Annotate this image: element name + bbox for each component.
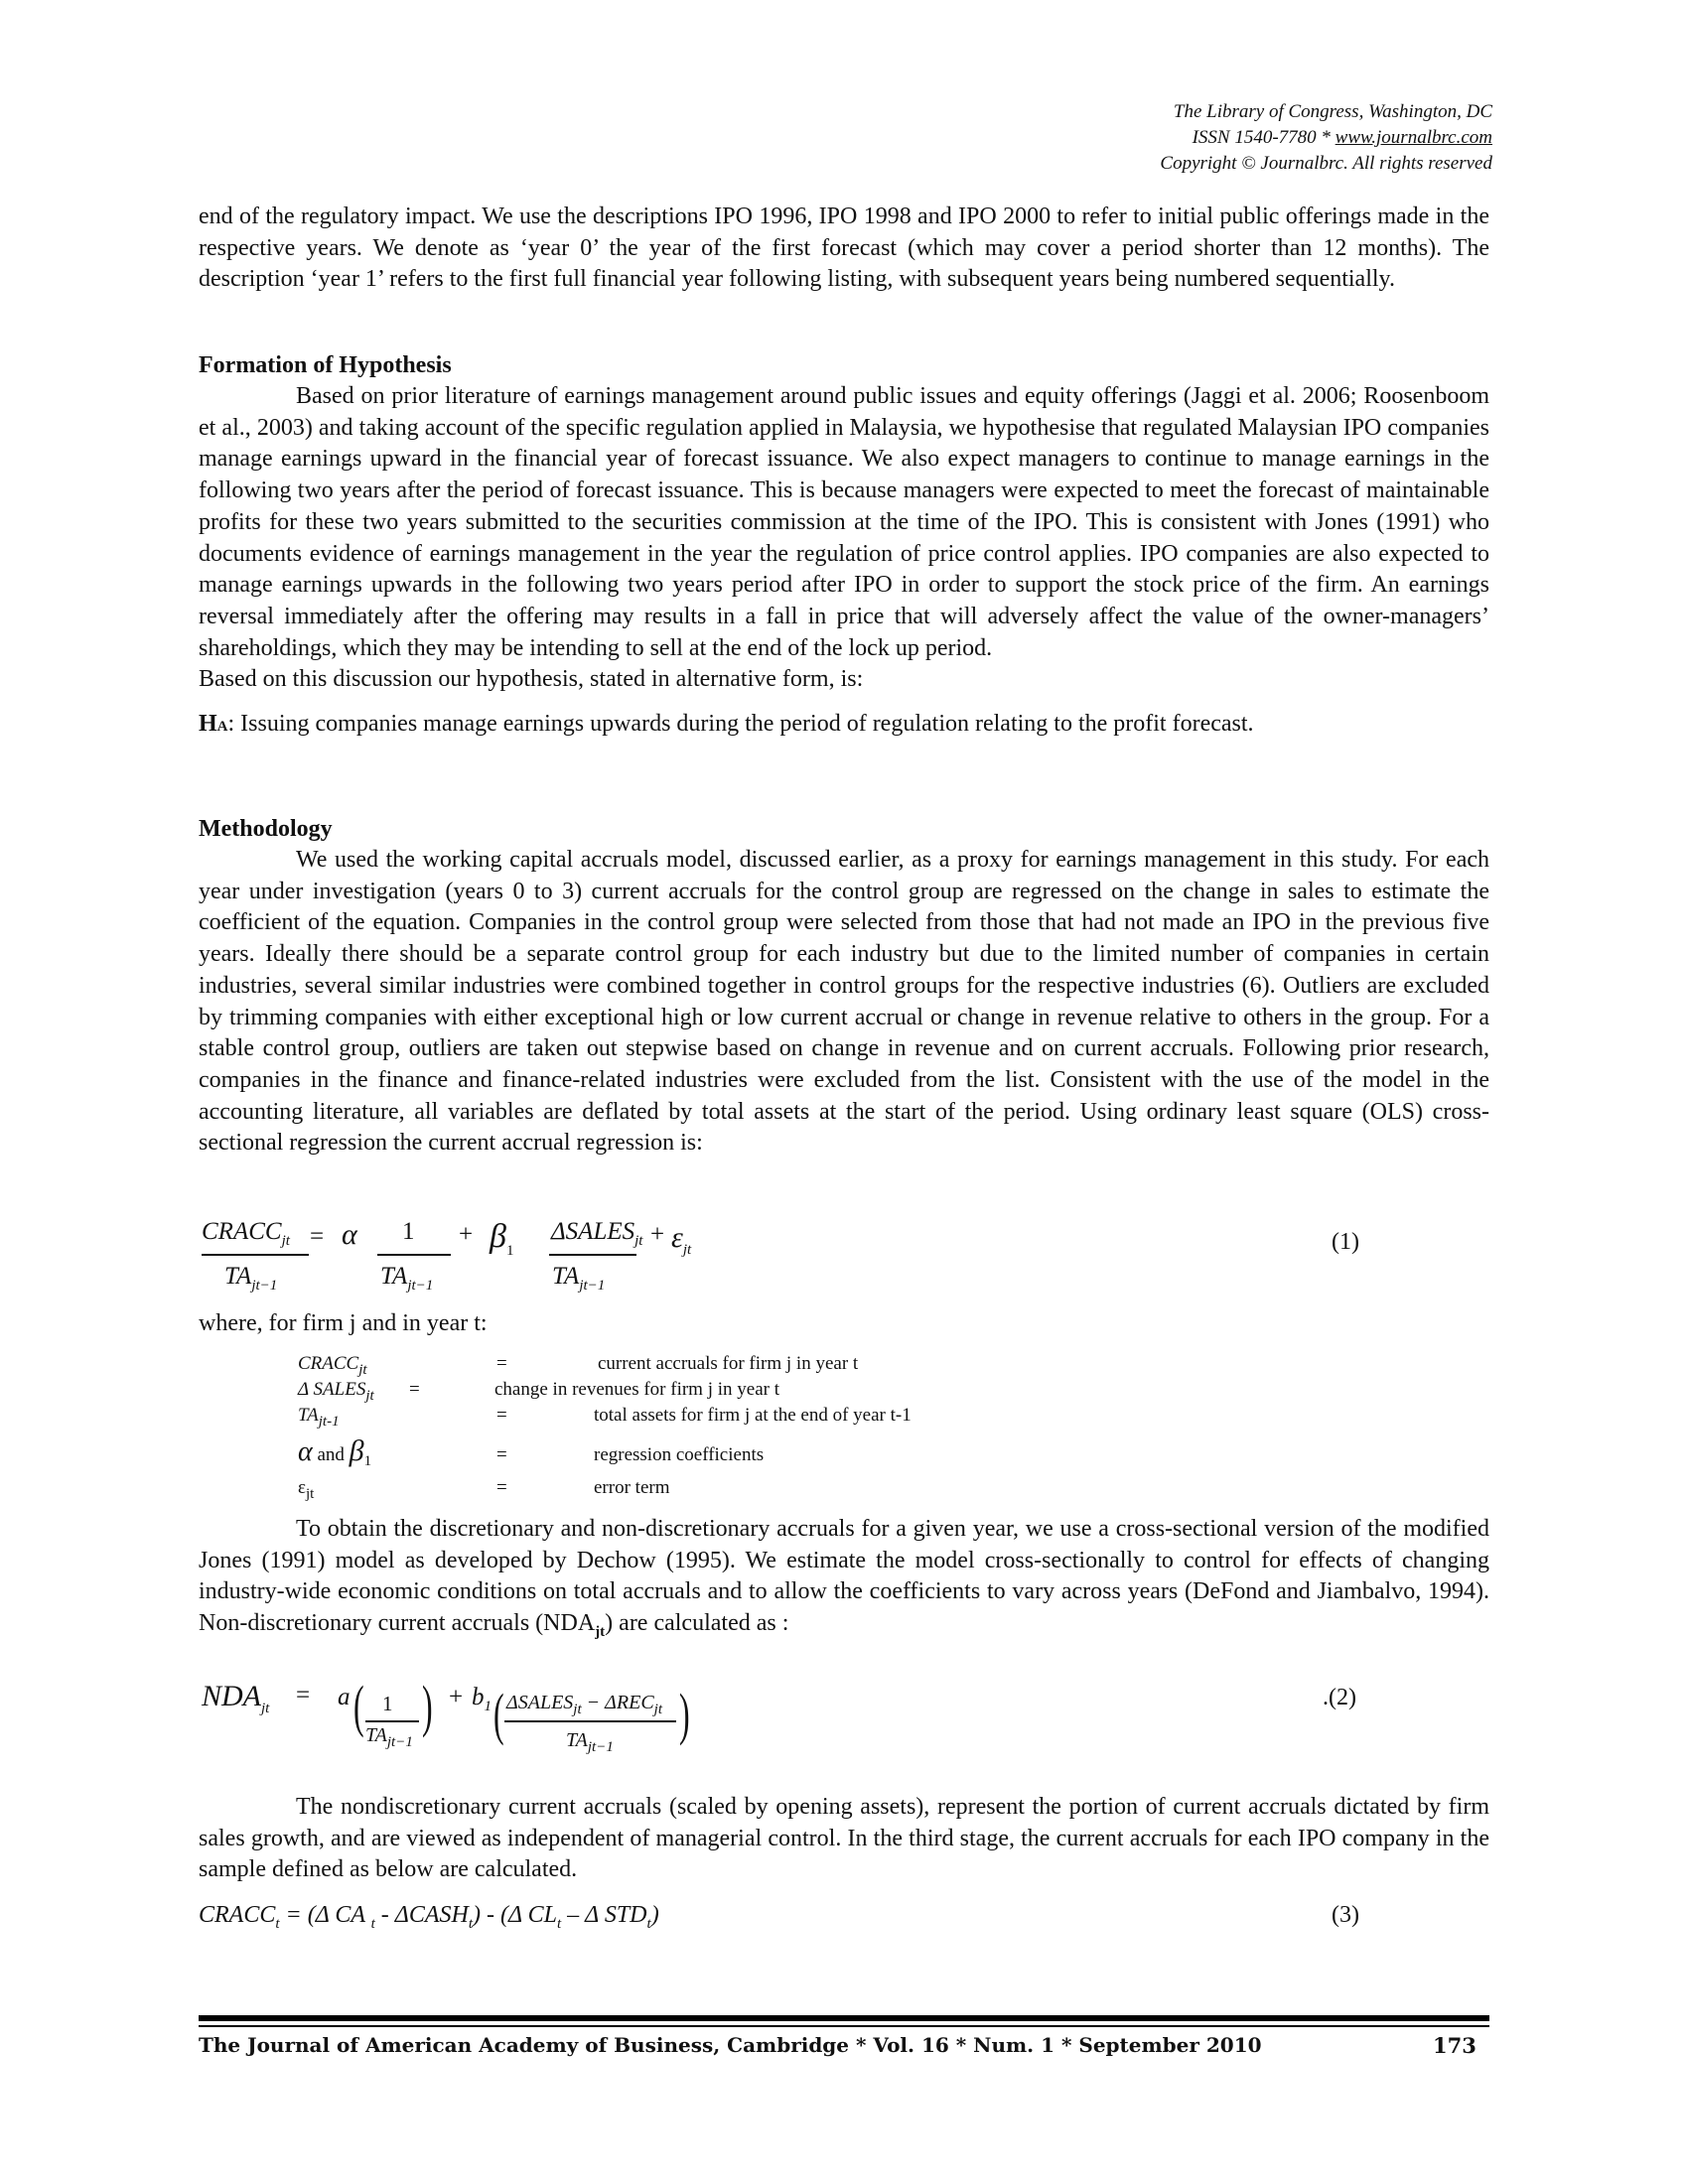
eq2-denominator-1: $TA_{jt-1}$: [365, 1724, 413, 1750]
eq2-a: a: [338, 1684, 351, 1710]
journal-header: [1160, 99, 1492, 177]
section-methodology: [199, 814, 1489, 1160]
intro-paragraph: [199, 202, 1489, 296]
eq1-fraction-bar-2: [377, 1254, 451, 1256]
eq2-plus: +: [449, 1684, 464, 1710]
eq1-number: (1): [1332, 1229, 1359, 1255]
eq1-lhs-numerator: $CRACC_{jt}$: [202, 1218, 290, 1249]
nondisc-paragraph: [199, 1792, 1489, 1886]
nda-text: To obtain the discretionary and non-discretionary accruals for a given year, we use a cross-sectional version of the modified Jones (1991) model as developed by Dechow (1995). We estimate the model cross-sectionally to control for effects of changing industry-wide economic conditions on total accruals and to allow the coefficients to vary across years (DeFond and Jiambalvo, 1994). Non-discretionary current accruals $(NDA_{jt})$ are calculated as :: [199, 1516, 1489, 1640]
footer-rule-thin: [199, 2025, 1489, 2027]
eq2-paren-open-2: (: [493, 1682, 504, 1746]
eq2-paren-close-2: ): [679, 1682, 690, 1746]
hypothesis-label: H: [199, 711, 217, 738]
eq2-one: 1: [382, 1692, 393, 1715]
eq2-b: $b_1$: [472, 1684, 492, 1714]
footer-rule-thick: [199, 2015, 1489, 2021]
intro-text: end of the regulatory impact. We use the descriptions IPO 1996, IPO 1998 and IPO 2000 to refer to initial public offerings made in the respective years. We denote as ‘year 0’ the year of the first forecast (which may cover a period shorter than 12 months). The description ‘year 1’ refers to the first full financial year following listing, with subsequent years being numbered sequentially.: [199, 204, 1489, 293]
eq1-fraction-bar-3: [549, 1254, 636, 1256]
def-row-ta: $TA_{jt-1}$ = total assets for firm j at the end of year t-1: [298, 1405, 912, 1430]
eq1-fraction-bar-1: [202, 1254, 309, 1256]
nondisc-text: The nondiscretionary current accruals (scaled by opening assets), represent the portion of current accruals dictated by firm sales growth, and are viewed as independent of managerial control. In the third stage, the current accruals for each IPO company in the sample defined as below are calculated.: [199, 1794, 1489, 1883]
footer-journal: The Journal of American Academy of Business, Cambridge * Vol. 16 * Num. 1 * September 2010: [199, 2033, 1262, 2057]
section-hypothesis: [199, 350, 1489, 744]
where-text: where, for firm j and in year t:: [199, 1310, 488, 1336]
eq2-paren-open-1: (: [353, 1674, 364, 1738]
hypothesis-statement: [199, 709, 1489, 744]
eq2-fraction-bar-1: [365, 1720, 419, 1722]
eq1-denominator-3: $TA_{jt-1}$: [552, 1263, 606, 1294]
heading-hypothesis: Formation of Hypothesis: [199, 352, 452, 378]
header-line-3: Copyright © Journalbrc. All rights reserved: [1160, 153, 1492, 174]
equation-3: $CRACC_t = (\Delta$ CA $_t - \Delta CASH_t) - (\Delta$ $CL_t$ – Δ $STD_t$): [199, 1902, 659, 1932]
eq2-denominator-2: $TA_{jt-1}$: [566, 1729, 614, 1755]
eq1-plus-2: +: [650, 1221, 665, 1248]
eq1-numerator-3: $\Delta SALES_{jt}$: [551, 1218, 643, 1249]
def-row-sales: Δ $SALES_{jt}$ = change in revenues for firm j in year t: [298, 1379, 779, 1404]
eq1-denominator-2: $TA_{jt-1}$: [380, 1263, 434, 1294]
issn-text: ISSN 1540-7780 *: [1192, 127, 1336, 148]
methodology-paragraph: We used the working capital accruals model, discussed earlier, as a proxy for earnings management in this study. For each year under investigation (years 0 to 3) current accruals for the control group are regressed on the change in sales to estimate the coefficient of the equation. Companies in the control group were selected from those that had not made an IPO in the previous five years. Ideally there should be a separate control group for each industry but due to the limited number of companies in certain industries, several similar industries were combined together in control groups for the respective industries (6). Outliers are excluded by trimming companies with either exceptional high or low current accrual or change in revenue relative to others in the group. For a stable control group, outliers are taken out stepwise based on change in revenue and on current accruals. Following prior research, companies in the finance and finance-related industries were excluded from the list. Consistent with the use of the model in the accounting literature, all variables are deflated by total assets at the start of the period. Using ordinary least square (OLS) cross-sectional regression the current accrual regression is:: [199, 847, 1489, 1157]
eq1-plus-1: +: [459, 1221, 474, 1248]
eq2-number: .(2): [1323, 1685, 1356, 1710]
def-row-cracc: $CRACC_{jt}$ = current accruals for firm j in year t: [298, 1353, 859, 1378]
eq3-number: (3): [1332, 1902, 1359, 1928]
journal-link[interactable]: www.journalbrc.com: [1335, 127, 1492, 148]
eq2-equals: =: [296, 1682, 311, 1708]
eq1-beta: $\beta_1$: [490, 1218, 514, 1259]
hypothesis-paragraph: Based on prior literature of earnings management around public issues and equity offerings (Jaggi et al. 2006; Roosenboom et al., 2003) and taking account of the specific regulation applied in Malaysia, we hypothesise that regulated Malaysian IPO companies manage earnings upward in the financial year of forecast issuance. We also expect managers to continue to manage earnings in the following two years after the period of forecast issuance. This is because managers were expected to meet the forecast of maintainable profits for these two years submitted to the securities commission at the time of the IPO. This is consistent with Jones (1991) who documents evidence of earnings management in the year the regulation of price control applies. IPO companies are also expected to manage earnings upwards in the following two years period after IPO in order to support the stock price of the firm. An earnings reversal immediately after the offering may results in a fall in price that will adversely affect the value of the owner-managers’ shareholdings, which they may be intending to sell at the end of the lock up period.: [199, 383, 1489, 661]
eq1-epsilon: $\varepsilon_{jt}$: [671, 1221, 692, 1258]
nda-paragraph: [199, 1514, 1489, 1649]
eq2-lhs: $NDA_{jt}$: [202, 1680, 270, 1716]
eq2-numerator-2: $\Delta SALES_{jt} - \Delta REC_{jt}$: [506, 1692, 662, 1717]
hypothesis-label-sub: A: [216, 719, 228, 736]
page-number: 173: [1433, 2033, 1477, 2058]
eq2-paren-close-1: ): [422, 1674, 433, 1738]
eq1-equals: =: [310, 1223, 325, 1250]
eq1-alpha: α: [342, 1218, 357, 1251]
hypothesis-text: : Issuing companies manage earnings upwards during the period of regulation relating to the profit forecast.: [227, 711, 1254, 738]
header-line-1: The Library of Congress, Washington, DC: [1173, 101, 1492, 122]
eq2-fraction-bar-2: [504, 1720, 676, 1722]
header-line-2: [1160, 125, 1492, 151]
heading-methodology: Methodology: [199, 816, 333, 842]
def-row-error: $\varepsilon_{jt}$ = error term: [298, 1477, 670, 1502]
eq1-one: 1: [402, 1218, 415, 1245]
eq1-lhs-denominator: $TA_{jt-1}$: [224, 1263, 278, 1294]
hypothesis-followup: Based on this discussion our hypothesis, stated in alternative form, is:: [199, 666, 864, 693]
def-row-coefficients: α and $\beta_1$ = regression coefficients: [298, 1434, 765, 1469]
